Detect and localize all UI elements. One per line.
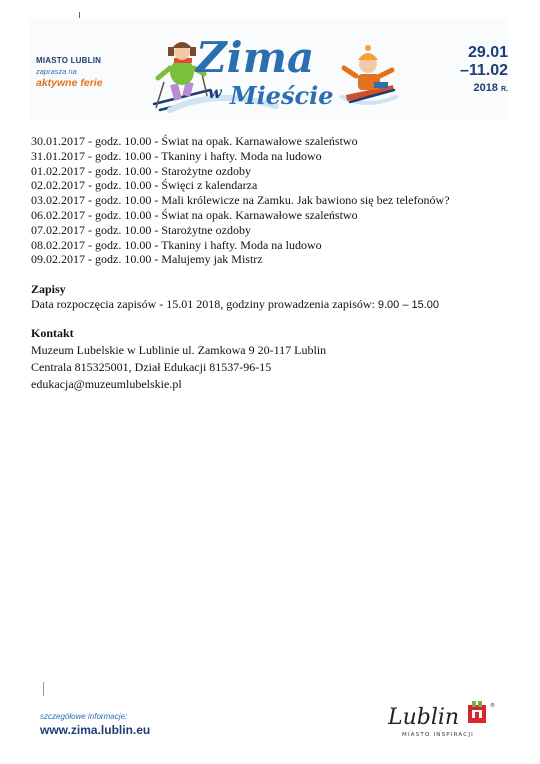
lublin-logo [384,700,504,740]
schedule-item: 06.02.2017 - godz. 10.00 - Świat na opak. Karnawałowe szaleństwo [31,207,358,222]
logo-word-zima: Zima [196,33,315,82]
lublin-tagline: MIASTO INSPIRACJI [402,732,474,738]
registration-start: Data rozpoczęcia zapisów - 15.01 2018, godziny prowadzenia zapisów: [31,297,378,311]
date-end: –11.02 [459,62,508,79]
date-start: 29.01 [467,44,508,61]
schedule-item: 08.02.2017 - godz. 10.00 - Tkaniny i hafty. Moda na ludowo [31,237,322,252]
event-dates [432,44,508,98]
organizer-block [36,56,103,89]
schedule-item: 03.02.2017 - godz. 10.00 - Mali królewicze na Zamku. Jak bawiono się bez telefonów? [31,193,450,208]
details-label: szczegółowe informacje: [40,712,128,721]
schedule-item: 07.02.2017 - godz. 10.00 - Starożytne ozdoby [31,222,251,237]
details-url[interactable]: www.zima.lublin.eu [40,723,151,737]
year-suffix: R. [501,86,508,93]
registration-heading: Zapisy [31,282,66,296]
registration-text [31,297,439,313]
year-number: 2018 [473,82,498,94]
logo-word-miescie: Mieście [230,81,334,110]
lublin-wordmark: Lublin [388,705,460,730]
registration-hours: 9.00 – 15.00 [377,299,440,311]
schedule-item: 02.02.2017 - godz. 10.00 - Święci z kalendarza [31,178,258,193]
crop-mark-bottom [43,682,44,696]
event-type: aktywne ferie [36,77,103,89]
organizer-invite: zaprasza na [36,67,77,76]
workshop-schedule [31,134,450,267]
schedule-item: 01.02.2017 - godz. 10.00 - Starożytne ozdoby [31,163,251,178]
organizer-city: MIASTO LUBLIN [36,56,102,65]
contact-section [31,325,326,393]
logo-word-w: w [208,83,222,102]
schedule-item: 30.01.2017 - godz. 10.00 - Świat na opak. Karnawałowe szaleństwo [31,134,358,148]
schedule-item: 09.02.2017 - godz. 10.00 - Malujemy jak Mistrz [31,252,263,267]
zima-w-miescie-logo [156,24,346,118]
contact-email[interactable]: edukacja@muzeumlubelskie.pl [31,377,182,391]
lublin-emblem-icon [468,701,486,723]
registered-mark: ® [490,703,495,709]
contact-heading: Kontakt [31,326,74,340]
event-year [432,80,508,98]
registration-section [31,282,439,313]
contact-phones: Centrala 815325001, Dział Edukacji 81537-96-15 [31,360,272,374]
schedule-item: 31.01.2017 - godz. 10.00 - Tkaniny i hafty. Moda na ludowo [31,148,322,163]
contact-address: Muzeum Lubelskie w Lublinie ul. Zamkowa 9 20-117 Lublin [31,343,327,357]
sledder-illustration [336,40,404,112]
